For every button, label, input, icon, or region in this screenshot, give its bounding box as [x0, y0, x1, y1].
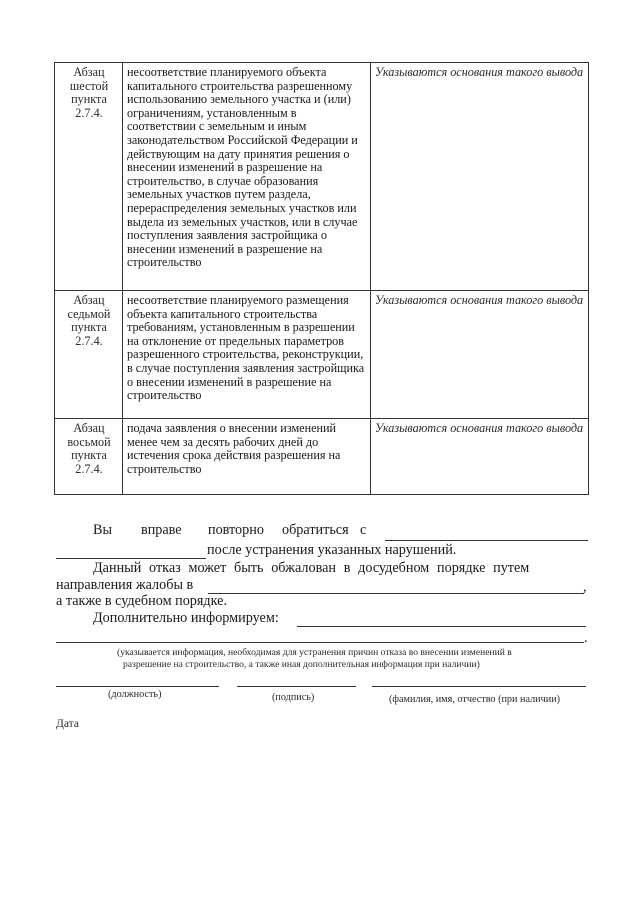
reapply-word: Вы	[93, 522, 112, 538]
full-name-line[interactable]	[372, 686, 586, 687]
full-name-caption: (фамилия, имя, отчество (при наличии)	[389, 694, 561, 705]
date-label: Дата	[56, 718, 79, 730]
signature-line[interactable]	[237, 686, 356, 687]
authority-blank-line-cont[interactable]	[56, 558, 206, 559]
appeal-line-2: направления жалобы в	[56, 577, 194, 593]
authority-blank-line[interactable]	[385, 540, 588, 541]
additional-info-blank-line[interactable]	[297, 626, 586, 627]
additional-info-label: Дополнительно информируем:	[93, 610, 279, 626]
paragraph-reference: Абзац шестой пункта 2.7.4.	[55, 63, 123, 291]
refusal-condition: несоответствие планируемого объекта капитального строительства разрешенному использованию земельного участка и (или) ограничениям, установленным в соответствии с земельным и иным законодательством Российской Федерации и действующим на дату принятия решения о внесении изменений в разрешение на строительство, в случае образования земельных участков путем раздела, перераспределения земельных участков или выдела из земельных участков, или в случае поступления заявления застройщика о внесении изменений в разрешение на строительство	[123, 63, 371, 291]
paragraph-reference: Абзац восьмой пункта 2.7.4.	[55, 419, 123, 495]
additional-info-period: .	[584, 630, 588, 646]
grounds-note: Указываются основания такого вывода	[371, 63, 589, 291]
after-fix-text: после устранения указанных нарушений.	[207, 542, 457, 558]
refusal-condition: подача заявления о внесении изменений менее чем за десять рабочих дней до истечения срока действия разрешения на строительство	[123, 419, 371, 495]
table-row	[55, 63, 589, 291]
appeal-line-1: Данный отказ может быть обжалован в досудебном порядке путем	[93, 560, 530, 576]
appeal-comma: ,	[583, 579, 587, 595]
grounds-note: Указываются основания такого вывода	[371, 419, 589, 495]
reapply-word: вправе	[141, 522, 182, 538]
table-row	[55, 291, 589, 419]
refusal-condition: несоответствие планируемого размещения объекта капитального строительства требованиям, установленным в разрешении на отклонение от предельных параметров разрешенного строительства, реконструкции, в случае поступления заявления застройщика о внесении изменений в разрешение на строительство	[123, 291, 371, 419]
reapply-word: с	[360, 522, 367, 538]
table-row	[55, 419, 589, 495]
reapply-word: повторно	[208, 522, 264, 538]
position-line[interactable]	[56, 686, 219, 687]
additional-info-blank-line-2[interactable]	[56, 642, 584, 643]
reapply-word: обратиться	[282, 522, 349, 538]
hint-line-2: разрешение на строительство, а также иная дополнительная информация при наличии)	[123, 659, 480, 670]
position-caption: (должность)	[108, 689, 162, 700]
signature-caption: (подпись)	[272, 692, 315, 703]
appeal-line-3: а также в судебном порядке.	[56, 593, 228, 609]
complaint-recipient-blank-line[interactable]	[208, 593, 584, 594]
refusal-grounds-table	[54, 62, 589, 495]
hint-line-1: (указывается информация, необходимая для устранения причин отказа во внесении изменений в	[117, 647, 512, 658]
paragraph-reference: Абзац седьмой пункта 2.7.4.	[55, 291, 123, 419]
grounds-note: Указываются основания такого вывода	[371, 291, 589, 419]
